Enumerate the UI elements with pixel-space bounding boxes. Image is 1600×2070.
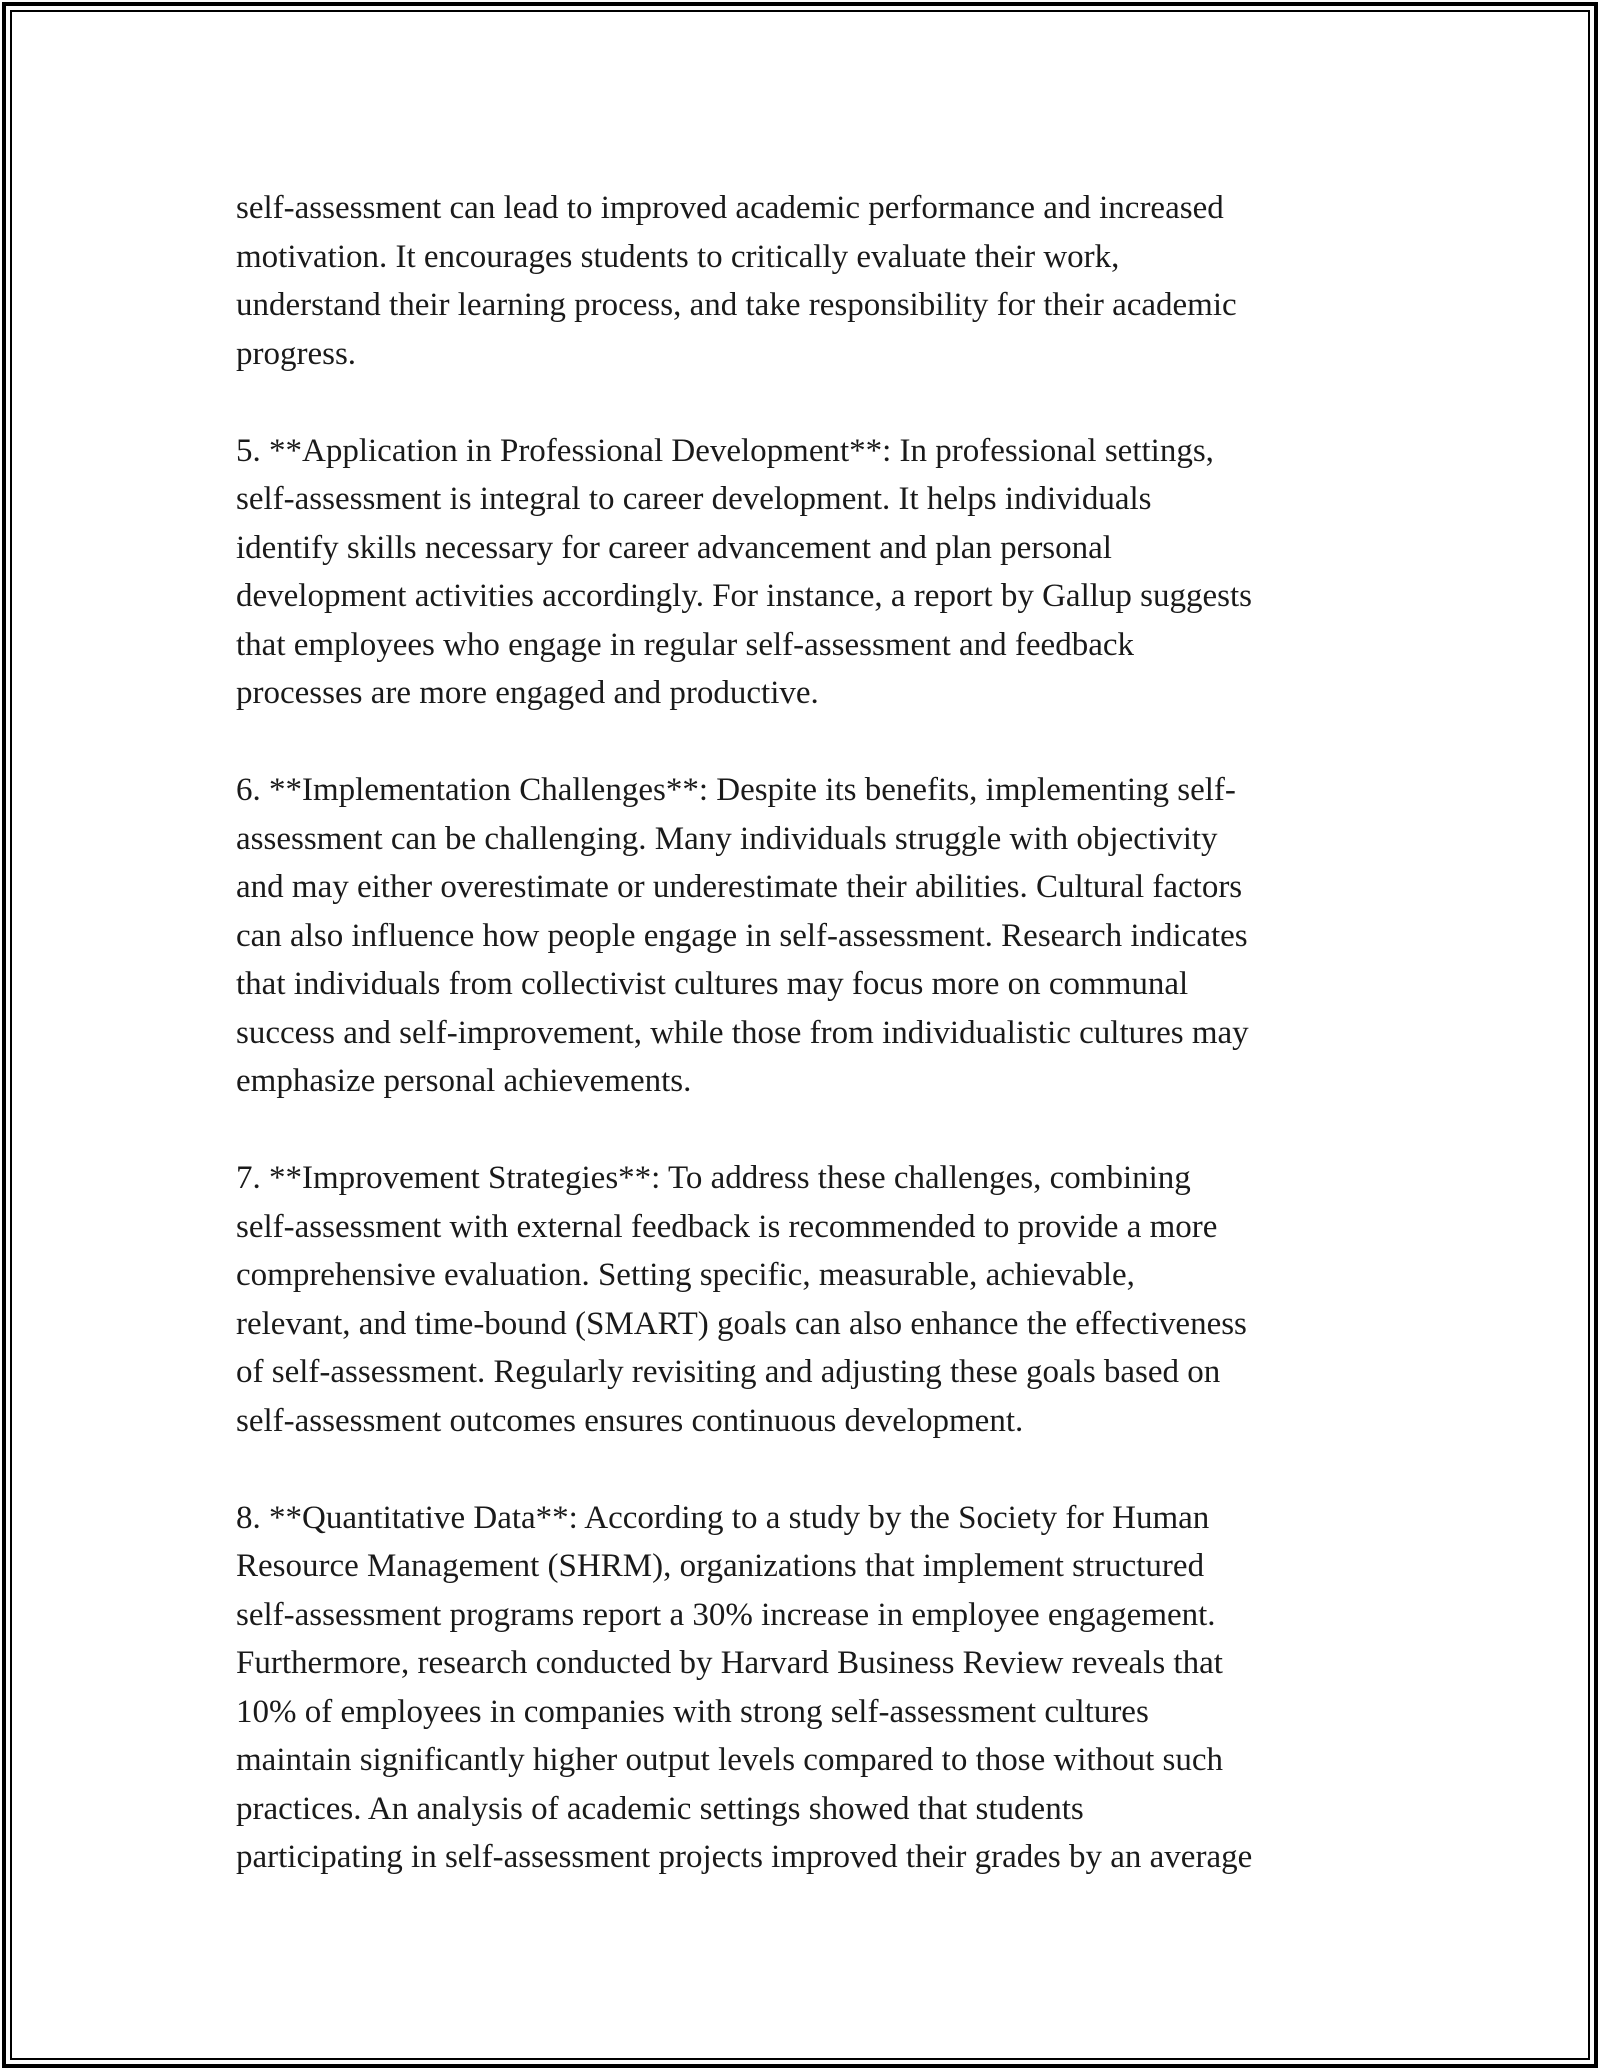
- text-line: 7. **Improvement Strategies**: To address these challenges, combining: [236, 1160, 1191, 1196]
- paragraph-item-5: [236, 427, 1376, 718]
- paragraph-continuation: [236, 184, 1376, 378]
- text-line: 6. **Implementation Challenges**: Despite its benefits, implementing self-: [236, 772, 1236, 808]
- paragraph-gap: [236, 1106, 1376, 1155]
- text-line: processes are more engaged and productive.: [236, 675, 819, 711]
- text-line: progress.: [236, 335, 357, 372]
- text-line: practices. An analysis of academic settings showed that students: [236, 1790, 1084, 1827]
- text-line: self-assessment is integral to career development. It helps individuals: [236, 481, 1152, 517]
- paragraph-gap: [236, 718, 1376, 767]
- text-line: Resource Management (SHRM), organizations that implement structured: [236, 1548, 1205, 1584]
- text-line: maintain significantly higher output levels compared to those without such: [236, 1742, 1224, 1778]
- text-line: emphasize personal achievements.: [236, 1063, 692, 1099]
- text-line: assessment can be challenging. Many individuals struggle with objectivity: [236, 820, 1218, 857]
- paragraph-gap: [236, 1445, 1376, 1494]
- text-line: that individuals from collectivist cultures may focus more on communal: [236, 966, 1189, 1002]
- text-line: can also influence how people engage in self-assessment. Research indicates: [236, 917, 1248, 954]
- paragraph-item-7: [236, 1154, 1376, 1445]
- text-line: self-assessment with external feedback is recommended to provide a more: [236, 1208, 1218, 1245]
- text-line: self-assessment outcomes ensures continuous development.: [236, 1402, 1024, 1439]
- text-line: identify skills necessary for career advancement and plan personal: [236, 529, 1112, 566]
- text-line: that employees who engage in regular self-assessment and feedback: [236, 626, 1134, 663]
- text-line: understand their learning process, and take responsibility for their academic: [236, 287, 1237, 323]
- document-body: [236, 184, 1376, 1882]
- text-line: success and self-improvement, while those from individualistic cultures may: [236, 1014, 1249, 1051]
- paragraph-gap: [236, 378, 1376, 427]
- text-line: self-assessment can lead to improved academic performance and increased: [236, 190, 1224, 226]
- text-line: of self-assessment. Regularly revisiting and adjusting these goals based on: [236, 1354, 1221, 1390]
- text-line: development activities accordingly. For instance, a report by Gallup suggests: [236, 578, 1253, 614]
- text-line: 10% of employees in companies with strong self-assessment cultures: [236, 1693, 1149, 1730]
- paragraph-item-6: [236, 766, 1376, 1106]
- text-line: 5. **Application in Professional Development**: In professional settings,: [236, 432, 1214, 469]
- text-line: motivation. It encourages students to critically evaluate their work,: [236, 238, 1120, 275]
- text-line: self-assessment programs report a 30% increase in employee engagement.: [236, 1596, 1216, 1633]
- text-line: and may either overestimate or underestimate their abilities. Cultural factors: [236, 869, 1243, 905]
- text-line: participating in self-assessment projects improved their grades by an average: [236, 1839, 1253, 1875]
- text-line: comprehensive evaluation. Setting specific, measurable, achievable,: [236, 1257, 1135, 1293]
- text-line: relevant, and time-bound (SMART) goals can also enhance the effectiveness: [236, 1305, 1247, 1342]
- text-line: Furthermore, research conducted by Harvard Business Review reveals that: [236, 1645, 1223, 1681]
- paragraph-item-8: [236, 1494, 1376, 1882]
- text-line: 8. **Quantitative Data**: According to a study by the Society for Human: [236, 1499, 1210, 1536]
